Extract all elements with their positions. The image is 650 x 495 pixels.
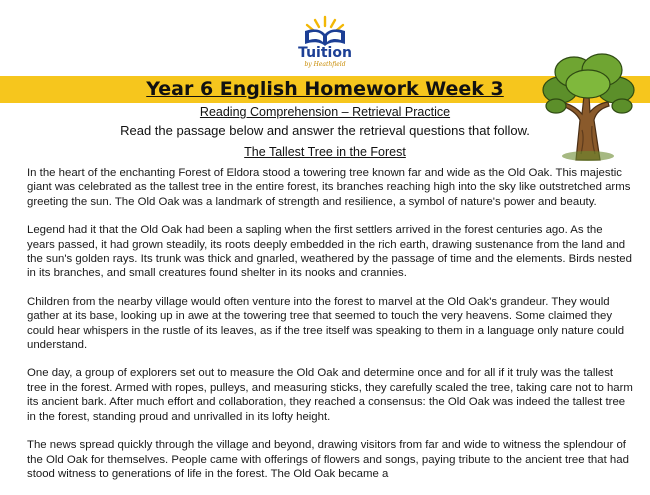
passage-paragraph: In the heart of the enchanting Forest of Eldora stood a towering tree known far and wide as the Old Oak. This majestic giant was celebrated as the tallest tree in the entire forest, its branches reaching high into the sky like outstretched arms greeting the sun. The Old Oak was a landmark of strength and resilience, a symbol of nature's power and beauty. [27, 167, 631, 208]
logo-tagline: by Heathfield [304, 61, 346, 68]
section-subheading: Reading Comprehension – Retrieval Practice [199, 105, 451, 119]
page-title: Year 6 English Homework Week 3 [146, 78, 504, 100]
passage-body [27, 166, 633, 495]
passage-title: The Tallest Tree in the Forest [244, 145, 406, 159]
instructions-text: Read the passage below and answer the retrieval questions that follow. [120, 123, 530, 138]
tuition-logo [288, 14, 362, 76]
logo-wordmark: Tuition [298, 45, 352, 61]
passage-paragraph: The news spread quickly through the village and beyond, drawing visitors from far and wide to witness the splendour of the Old Oak for themselves. People came with offerings of flowers and songs, paying tribute to the ancient tree that had stood witness to generations of life in the forest. The Old Oak became a [27, 439, 629, 480]
passage-paragraph: Children from the nearby village would often venture into the forest to marvel at the Old Oak's grandeur. They would gather at its base, looking up in awe at the towering tree that seemed to touch the very heavens. Some claimed they could hear whispers in the rustle of its leaves, as if the tree itself was speaking to them in a language only nature could understand. [27, 295, 625, 352]
passage-paragraph: Legend had it that the Old Oak had been a sapling when the first settlers arrived in the forest centuries ago. As the years passed, it had grown steadily, its roots deeply embedded in the rich earth, drawing sustenance from the land and the sun's golden rays. Its trunk was thick and gnarled, weathered by the passage of time and the elements. Birds nested in its branches, and small creatures found shelter in its nooks and crannies. [27, 224, 632, 280]
open-book-crown-icon [301, 14, 349, 48]
passage-paragraph: One day, a group of explorers set out to measure the Old Oak and determine once and for all if it truly was the tallest tree in the forest. Armed with ropes, pulleys, and measuring sticks, they carefully scaled the tree, taking care not to harm its ancient bark. After much effort and collaboration, they reached a consensus: the Old Oak was indeed the tallest tree in the forest, standing proud and unrivalled in its lofty height. [27, 367, 633, 423]
